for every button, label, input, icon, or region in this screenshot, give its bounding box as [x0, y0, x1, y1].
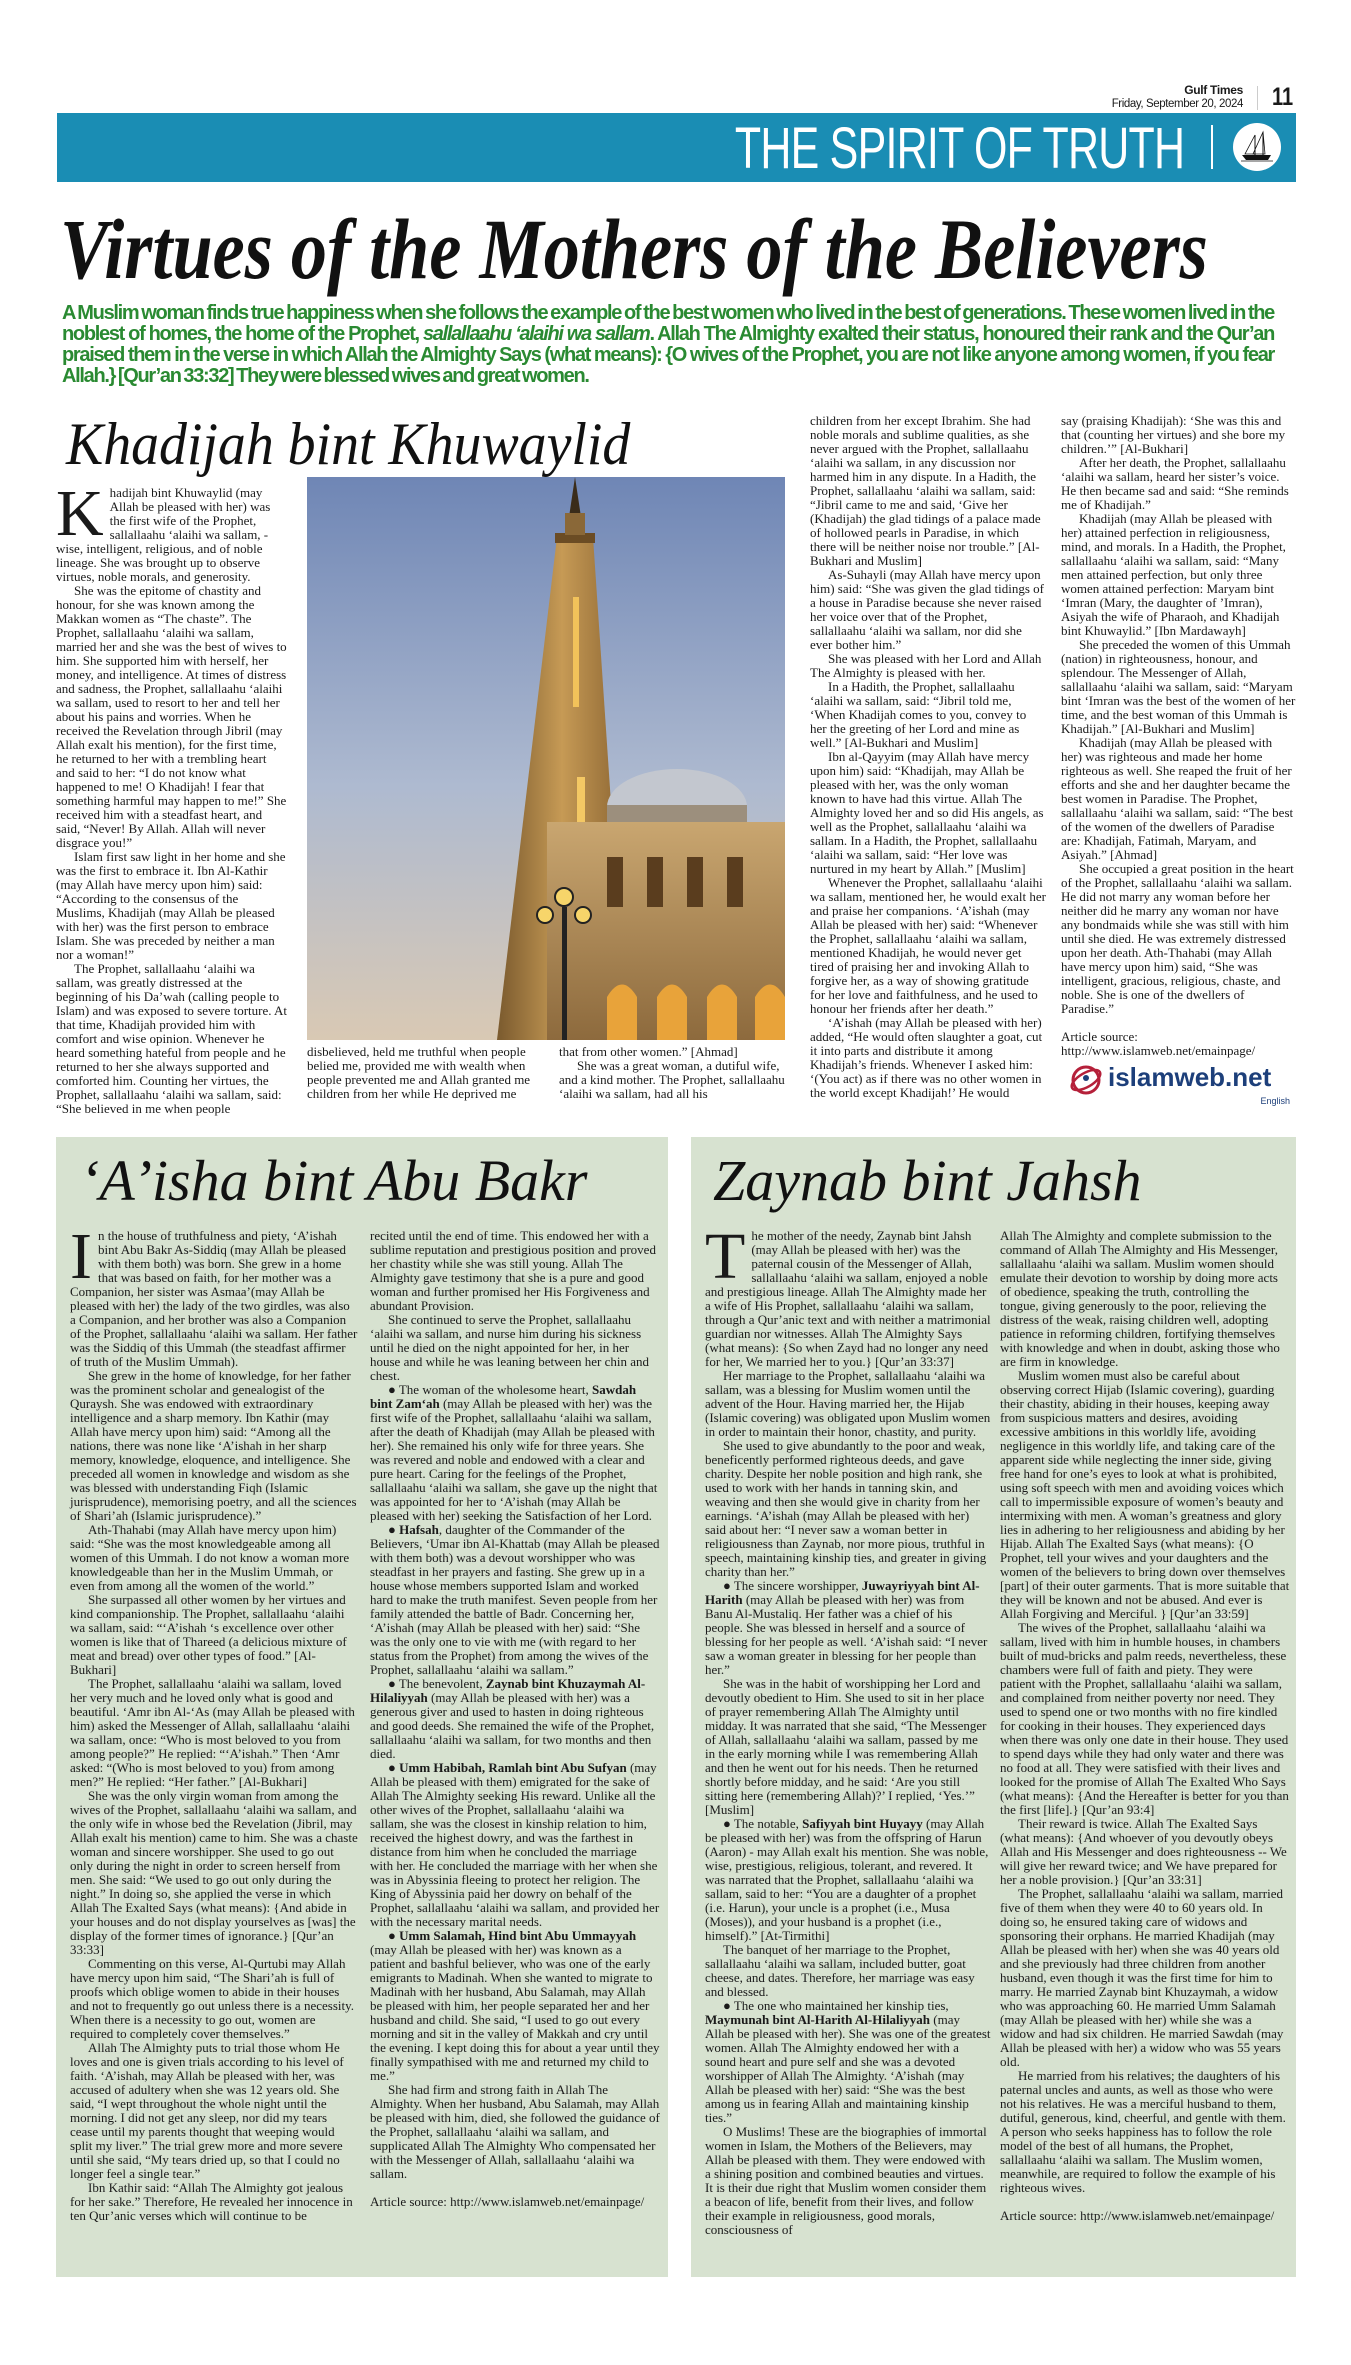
paragraph: [70, 1220, 358, 1369]
paragraph: [810, 876, 1046, 1016]
paragraph-text: Allah The Almighty and complete submission to the command of Allah The Almighty and His Messenger, sallallaahu ‘alaihi wa sallam. Muslim women should emulate their devotion to worship by doing more acts of obedience, speaking the truth, controlling the tongue, giving generously to the poor, relieving the distress of the weak, raising children well, adopting patience in reforming children, fortifying themselves with knowledge and when in doubt, asking those who are firm in knowledge.: [1000, 1228, 1280, 1369]
paragraph: [1000, 1621, 1290, 1817]
article-source: Article source: http://www.islamweb.net/emainpage/: [1061, 1029, 1256, 1058]
paragraph-text: ●: [388, 1928, 400, 1943]
standfirst-text-cont: . Allah The Almighty exalted their status, honoured their rank and the Qur’an praised them in the verse in which Allah the Almighty Says (what means): {O wives of the Prophet, you are not like anyone among women, if you fear Allah.} [Qur’an 33:32] They were blessed wives and great women.: [62, 323, 1274, 387]
paragraph-text: The Prophet, sallallaahu ‘alaihi wa sallam, married five of them when they were 40 to 60 years old. In doing so, he ensured taking care of widows and sponsoring their orphans. He married Khadijah (may Allah be pleased with her) when she was 40 years old and she previously had three children from another husband, even though it was the first time for him to marry. He married Zaynab bint Khuzaymah, a widow who was approaching 60. He married Umm Salamah (may Allah be pleased with her) while she was a widow and had six children. He married Sawdah (may Allah be pleased with her) a widow who was 55 years old.: [1000, 1886, 1284, 2069]
paragraph-text: As-Suhayli (may Allah have mercy upon him) said: “She was given the glad tidings of a house in Paradise because she never raised her voice over that of the Prophet, sallallaahu ‘alaihi wa sallam, nor did she ever bother him.”: [810, 567, 1044, 652]
drop-cap: T: [705, 1220, 746, 1293]
paragraph-text: Ath-Thahabi (may Allah have mercy upon him) said: “She was the most knowledgeable among all women of this Ummah. I do not know a woman more knowledgeable than her in the Muslim Ummah, or even from among all the women of the world.”: [70, 1522, 350, 1593]
paragraph: [810, 680, 1046, 750]
paragraph: [370, 1929, 660, 2083]
paragraph: [56, 962, 288, 1116]
khadijah-column-3: [810, 413, 1046, 1100]
paragraph-text: She surpassed all other women by her virtues and kind companionship. The Prophet, sallallaahu ‘alaihi wa sallam, said: “‘A’ishah ‘s excellence over other women is like that of Thareed (a delicious mixture of meat and bread) over other types of food.” [Al-Bukhari]: [70, 1592, 347, 1677]
paragraph: [810, 652, 1046, 680]
paragraph-text: The Prophet, sallallaahu ‘alaihi wa sallam, was greatly distressed at the beginning of his Da’wah (calling people to Islam) and was exposed to severe torture. At that time, Khadijah provided him with comfort and wise opinion. Whenever he heard something hateful from people and he returned to her she always supported and comforted him. Counting her virtues, the Prophet, sallallaahu ‘alaihi wa sallam, said: “She believed in me when people: [56, 961, 288, 1116]
paragraph: [70, 1957, 358, 2041]
khadijah-column-1: [56, 477, 288, 1116]
paragraph: [370, 1761, 660, 1929]
paragraph: [370, 1523, 660, 1677]
paragraph-text: (may Allah be pleased with her). She was one of the greatest women. Allah The Almighty endowed her with a sound heart and pure self and she was a devoted worshipper of Allah The Almighty. ‘A’ishah (may Allah be pleased with her) said: “She was the best among us in fearing Allah and maintaining kinship ties.”: [705, 2012, 991, 2125]
paragraph-text: The wives of the Prophet, sallallaahu ‘alaihi wa sallam, lived with him in humble houses, in chambers built of mud-bricks and palm reeds, nevertheless, these chambers were full of faith and piety. They were patient with the Prophet, sallallaahu ‘alaihi wa sallam, and complained from neither poverty nor need. They used to spend one or two months with no fire kindled for cooking in their houses. They experienced days when there was only one date in their house. They used to spend days while they had only water and there was no food at all. They were satisfied with their lives and looked for the promise of Allah The Exalted Who Says (what means): {And the Hereafter is better for you than the first [life].} [Qur’an 93:4]: [1000, 1620, 1289, 1817]
zaynab-column-2: [1000, 1229, 1290, 2259]
article-source: Article source: http://www.islamweb.net/emainpage/: [1000, 2208, 1275, 2223]
paragraph: [70, 2041, 358, 2181]
paragraph-text: that from other women.” [Ahmad]: [559, 1044, 738, 1059]
wife-name: Juwayriyyah bint Al-Harith: [705, 1578, 980, 1607]
paragraph-text: She had firm and strong faith in Allah The Almighty. When her husband, Abu Salamah, may Allah be pleased with him, died, she followed the guidance of the Prophet, sallallaahu ‘alaihi wa sallam, and supplicated Allah The Almighty Who compensated her with the Messenger of Allah, sallallaahu ‘alaihi wa sallam.: [370, 2082, 660, 2181]
page-headline: Virtues of the Mothers of the Believers: [60, 201, 1208, 297]
paragraph-text: The Prophet, sallallaahu ‘alaihi wa sallam, loved her very much and he loved only what is good and beautiful. ‘Amr ibn Al-‘As (may Allah be pleased with him) asked the Messenger of Allah, sallallaahu ‘alaihi wa sallam, once: “Who is most beloved to you from among people?” He replied: “‘A’ishah.” Then ‘Amr asked: “(Who is most beloved to you) from among men?” He replied: “Her father.” [Al-Bukhari]: [70, 1676, 355, 1789]
paragraph-text: Commenting on this verse, Al-Qurtubi may Allah have mercy upon him said, “The Shari’ah is full of proofs which oblige women to abide in their houses and not to frequently go out unless there is a necessity. When there is a necessity to go out, women are required to completely cover themselves.”: [70, 1956, 355, 2041]
wife-name: Zaynab bint Khuzaymah Al-Hilaliyyah: [370, 1676, 646, 1705]
paragraph: [70, 1523, 358, 1593]
paragraph-text: She used to give abundantly to the poor and weak, beneficently performed righteous deeds, and gave charity. Despite her noble position and high rank, she used to work with her hands in tanning skin, and weaving and then she would give in charity from her earnings. ‘A’ishah (may Allah be pleased with her) said about her: “I never saw a woman better in religiousness than Zaynab, nor more pious, truthful in speech, maintaining kinship ties, and greater in giving charity than her.”: [705, 1438, 987, 1579]
paragraph-text: (may Allah be pleased with them) emigrated for the sake of Allah The Almighty seeking His reward. Unlike all the other wives of the Prophet, sallallaahu ‘alaihi wa sallam, she was the closest in kinship relation to him, received the highest dowry, and was the farthest in distance from him when he concluded the marriage with her. He concluded the marriage with her when she was in Abyssinia fleeing to protect her religion. The King of Abyssinia paid her dowry on behalf of the Prophet, sallallaahu ‘alaihi wa sallam, and provided her with the necessary marital needs.: [370, 1760, 660, 1929]
paragraph: [810, 1016, 1046, 1100]
paragraph: [56, 850, 288, 962]
paragraph-text: ● The benevolent,: [388, 1676, 486, 1691]
paragraph: [705, 1943, 991, 1999]
aisha-column-2: [370, 1229, 660, 2259]
paragraph-text: recited until the end of time. This endowed her with a sublime reputation and prestigious position and proved her chastity while she was still young. Allah The Almighty gave testimony that she is a pure and good woman and further promised her His Forgiveness and abundant Provision.: [370, 1228, 656, 1313]
khadijah-column-2b: [559, 1045, 785, 1103]
paragraph-text: , daughter of the Commander of the Believers, ‘Umar ibn Al-Khattab (may Allah be pleased with them both) was a devout worshipper who was steadfast in her prayers and fasting. She grew up in a house whose members supported Islam and worked hard to make the truth manifest. Seven people from her family attended the battle of Badr. Concerning her, ‘A’ishah (may Allah be pleased with her) said: “She was the only one to vie with me (with regard to her status from the Prophet) from among the wives of the Prophet, sallallaahu ‘alaihi wa sallam.”: [370, 1522, 660, 1677]
paragraph-text: The banquet of her marriage to the Prophet, sallallaahu ‘alaihi wa sallam, included butter, goat cheese, and dates. Therefore, her marriage was easy and blessed.: [705, 1942, 975, 1999]
paragraph-text: ‘A’ishah (may Allah be pleased with her) added, “He would often slaughter a goat, cut it into parts and distribute it among Khadijah’s friends. Whenever I asked him: ‘(You act) as if there was no other women in the world except Khadijah!’ He would: [810, 1015, 1043, 1100]
paragraph-text: (may Allah be pleased with her) was known as a patient and bashful believer, who was one of the early emigrants to Madinah. When she wanted to migrate to Madinah with her husband, Abu Salamah, may Allah be pleased with him, her people separated her and her husband and child. She said, “I used to go out every morning and sit in the valley of Makkah and cry until the evening. I kept doing this for about a year until they finally sympathised with me and returned my child to me.”: [370, 1942, 660, 2083]
paragraph: [705, 1817, 991, 1943]
paragraph: [1061, 414, 1296, 456]
paragraph-text: children from her except Ibrahim. She had noble morals and sublime qualities, as she never argued with the Prophet, sallallaahu ‘alaihi wa sallam, in any discussion nor harmed him in any dispute. In a Hadith, the Prophet, sallallaahu ‘alaihi wa sallam, said: “Jibril came to me and said, ‘Give her (Khadijah) the glad tidings of a palace made of hollowed pearls in Paradise, in which there will be neither noise nor trouble.” [Al-Bukhari and Muslim]: [810, 413, 1041, 568]
islamweb-logo: [1068, 1058, 1293, 1108]
paragraph: [56, 584, 288, 850]
paragraph: [1000, 1369, 1290, 1621]
paragraph-text: (may Allah be pleased with her) was the first wife of the Prophet, sallallaahu ‘alaihi wa sallam, after the death of Khadijah (may Allah be pleased with her). She remained his only wife for three years. She was revered and noble and endowed with a clear and pure heart. Caring for the feelings of the Prophet, sallallaahu ‘alaihi wa sallam, she gave up the night that was appointed for her to ‘A’ishah (may Allah be pleased with her) seeking the Satisfaction of her Lord.: [370, 1396, 658, 1523]
banner-divider: [1211, 125, 1213, 169]
paragraph: [370, 1383, 660, 1523]
paragraph-text: She preceded the women of this Ummah (nation) in righteousness, honour, and splendour. The Messenger of Allah, sallallaahu ‘alaihi wa sallam, said: “Maryam bint ‘Imran was the best of the women of her time, and the best woman of this Ummah is Khadijah.” [Al-Bukhari and Muslim]: [1061, 637, 1296, 736]
paragraph: [56, 477, 288, 584]
paragraph: [70, 1369, 358, 1523]
khadijah-column-4: [1061, 413, 1296, 1058]
article-source: Article source: http://www.islamweb.net/emainpage/: [370, 2194, 645, 2209]
paragraph-text: She was the epitome of chastity and honour, for she was known among the Makkan women as “The chaste”. The Prophet, sallallaahu ‘alaihi wa sallam, married her and she was the best of wives to him. She supported him with herself, her money, and intelligence. At times of distress and sadness, the Prophet, sallallaahu ‘alaihi wa sallam, used to resort to her and tell her about his pains and worries. When he received the Revelation through Jibril (may Allah exalt his mention), for the first time, he returned to her with a trembling heart and said to her: “I do not know what happened to me! O Khadijah! I fear that something harmful may happen to me!” She received him with a steadfast heart, and said, “Never! By Allah. Allah will never disgrace you!”: [56, 583, 287, 850]
paragraph: [1000, 2069, 1290, 2195]
article-heading-zaynab: Zaynab bint Jahsh: [713, 1148, 1142, 1213]
zaynab-column-1: [705, 1220, 991, 2259]
paragraph-text: Her marriage to the Prophet, sallallaahu ‘alaihi wa sallam, was a blessing for Muslim women until the advent of the Hour. Having married her, the Hijab (Islamic covering) was obligated upon Muslim women in order to maintain their honor, chastity, and purity.: [705, 1368, 991, 1439]
paragraph-text: She continued to serve the Prophet, sallallaahu ‘alaihi wa sallam, and nurse him during his sickness until he died on the night appointed for her, in her house and while he was leaning between her chin and chest.: [370, 1312, 650, 1383]
paragraph: [1061, 862, 1296, 1016]
wife-name: Sawdah bint Zam‘ah: [370, 1382, 637, 1411]
paragraph-text: ● The woman of the wholesome heart,: [388, 1382, 593, 1397]
drop-cap: K: [56, 477, 104, 550]
paragraph: [705, 2125, 991, 2237]
mosque-photo: [307, 477, 785, 1040]
newspaper-name: Gulf Times: [1184, 83, 1243, 97]
paragraph: [1061, 512, 1296, 638]
paragraph-text: She occupied a great position in the heart of the Prophet, sallallaahu ‘alaihi wa sallam. He did not marry any woman before her neither did he marry any woman nor have any bondmaids while she was still with him until she died. He was extremely distressed upon her death. Ath-Thahabi (may Allah have mercy upon him) said, “She was intelligent, gracious, religious, chaste, and noble. She is one of the dwellers of Paradise.”: [1061, 861, 1294, 1016]
paragraph-text: Ibn Kathir said: “Allah The Almighty got jealous for her sake.” Therefore, He revealed her innocence in ten Qur’anic verses which will continue to be: [70, 2180, 353, 2223]
paragraph-text: (may Allah be pleased with her) was from Banu Al-Mustaliq. Her father was a chief of his people. She was blessed in herself and a source of blessing for her people as well. ‘A’ishah said: “I never saw a woman greater in blessing for her people than her.”: [705, 1592, 988, 1677]
standfirst: [62, 303, 1274, 387]
paragraph-text: Ibn al-Qayyim (may Allah have mercy upon him) said: “Khadijah, may Allah be pleased with her, was the only woman known to have had this virtue. Allah The Almighty loved her and so did His angels, as well as the Prophet, sallallaahu ‘alaihi wa sallam. In a Hadith, the Prophet, sallallaahu ‘alaihi wa sallam, said: “Her love was nurtured in my heart by Allah.” [Muslim]: [810, 749, 1044, 876]
article-heading-aisha: ‘A’isha bint Abu Bakr: [80, 1148, 588, 1213]
paragraph-text: (may Allah be pleased with her) was from the offspring of Harun (Aaron) - may Allah exalt his mention. She was noble, wise, prestigious, religious, tolerant, and revered. It was narrated that the Prophet, sallallaahu ‘alaihi wa sallam, said to her: “You are a daughter of a prophet (i.e. Harun), your uncle is a prophet (i.e., Musa (Moses)), and your husband is a prophet (i.e., himself).” [At-Tirmithi]: [705, 1816, 989, 1943]
paragraph-text: ●: [388, 1760, 400, 1775]
aisha-column-1: [70, 1220, 358, 2259]
paragraph: [705, 1220, 991, 1369]
wife-name: Umm Habibah, Ramlah bint Abu Sufyan: [399, 1760, 627, 1775]
drop-cap: I: [70, 1220, 92, 1293]
logo-wordmark: islamweb.net: [1108, 1062, 1272, 1092]
paragraph-text: Muslim women must also be careful about observing correct Hijab (Islamic covering), guarding their chastity, abiding in their houses, keeping away from suspicious matters and desires, avoiding excessive ambitions in this worldly life, avoiding negligence in this worldly life, and taking care of the apparent side while neglecting the inner side, giving free hand for one’s eyes to look at what is prohibited, using soft speech with men and avoiding voices which call to impermissible exposure of women’s beauty and intermixing with men. A woman’s greatness and glory lies in adhering to her religiousness and abiding by her Hijab. Allah The Exalted Says (what means): {O Prophet, tell your wives and your daughters and the women of the believers to bring down over themselves [part] of their outer garments. That is more suitable that they will be known and not be abused. And ever is Allah Forgiving and Merciful. } [Qur’an 33:59]: [1000, 1368, 1290, 1621]
standfirst-honorific: sallallaahu ‘alaihi wa sallam: [422, 323, 650, 345]
paragraph-text: Their reward is twice. Allah The Exalted Says (what means): {And whoever of you devoutly obeys Allah and His Messenger and does righteousness -- We will give her reward twice; and We have prepared for her a noble provision.} [Qur’an 33:31]: [1000, 1816, 1287, 1887]
paragraph: [370, 2083, 660, 2181]
paragraph: [307, 1045, 543, 1101]
paragraph: [1061, 456, 1296, 512]
paragraph: [1061, 736, 1296, 862]
paragraph: [705, 1439, 991, 1579]
paragraph: [70, 1677, 358, 1789]
paragraph-text: He married from his relatives; the daughters of his paternal uncles and aunts, as well as those who were not his relatives. He was a merciful husband to them, dutiful, generous, kind, cheerful, and gentle with them. A person who seeks happiness has to follow the role model of the best of all humans, the Prophet, sallallaahu ‘alaihi wa sallam. The Muslim women, meanwhile, are required to follow the example of his righteous wives.: [1000, 2068, 1286, 2195]
paragraph: [810, 414, 1046, 568]
paragraph: [1000, 1887, 1290, 2069]
paragraph-text: Khadijah (may Allah be pleased with her) was righteous and made her home righteous as well. She reaped the fruit of her efforts and she and her daughter became the best women in Paradise. The Prophet, sallallaahu ‘alaihi wa sallam, said: “The best of the women of the dwellers of Paradise are: Khadijah, Fatimah, Maryam, and Asiyah.” [Ahmad]: [1061, 735, 1294, 862]
dhow-boat-icon: [1233, 123, 1281, 171]
paragraph-text: She grew in the home of knowledge, for her father was the prominent scholar and genealogist of the Quraysh. She was endowed with extraordinary intelligence and a sharp memory. Ibn Kathir (may Allah have mercy upon him) said: “Among all the nations, there was none like ‘A’ishah in her sharp memory, knowledge, eloquence, and intelligence. She preceded all women in knowledge and wisdom as she was blessed with understanding Fiqh (Islamic jurisprudence), memorising poetry, and all the sciences of Shari’ah (Islamic jurisprudence).”: [70, 1368, 357, 1523]
paragraph: [705, 1999, 991, 2125]
paragraph-text: Khadijah (may Allah be pleased with her) attained perfection in religiousness, mind, and morals. In a Hadith, the Prophet, sallallaahu ‘alaihi wa sallam, said: “Many men attained perfection, but only three women attained perfection: Maryam bint ‘Imran (Mary, the daughter of ’Imran), Asiyah the wife of Pharaoh, and Khadijah bint Khuwaylid.” [Ibn Mardawayh]: [1061, 511, 1286, 638]
paragraph-text: O Muslims! These are the biographies of immortal women in Islam, the Mothers of the Believers, may Allah be pleased with them. They were endowed with a shining position and combined beauties and virtues. It is their due right that Muslim women consider them a beacon of life, benefit from their lives, and follow their example in religiousness, good morals, consciousness of: [705, 2124, 987, 2237]
paragraph-text: In a Hadith, the Prophet, sallallaahu ‘alaihi wa sallam, said: “Jibril told me, ‘When Khadijah comes to you, convey to her the greeting of her Lord and mine as well.” [Al-Bukhari and Muslim]: [810, 679, 1027, 750]
wife-name: Hafsah: [399, 1522, 439, 1537]
paragraph: [70, 1789, 358, 1957]
aisha-panel: [56, 1137, 668, 2277]
paragraph-text: ● The notable,: [723, 1816, 803, 1831]
zaynab-panel: [691, 1137, 1296, 2277]
paragraph-text: say (praising Khadijah): ‘She was this and that (counting her virtues) and she bore my children.’” [Al-Bukhari]: [1061, 413, 1286, 456]
paragraph: [1000, 1817, 1290, 1887]
khadijah-column-2a: [307, 1045, 543, 1103]
paragraph: [559, 1045, 785, 1059]
wife-name: Safiyyah bint Huyayy: [802, 1816, 923, 1831]
paragraph: [705, 1369, 991, 1439]
paragraph: [559, 1059, 785, 1101]
paragraph: [705, 1579, 991, 1677]
masthead-divider: [1257, 86, 1258, 110]
wife-name: Maymunah bint Al-Harith Al-Hilaliyyah: [705, 2012, 931, 2027]
paragraph: [370, 1313, 660, 1383]
paragraph-text: (may Allah be pleased with her) was a generous giver and used to hasten in doing righteous and good deeds. She remained the wife of the Prophet, sallallaahu ‘alaihi wa sallam, for two months and then died.: [370, 1690, 655, 1761]
paragraph: [70, 1593, 358, 1677]
paragraph-text: disbelieved, held me truthful when people belied me, provided me with wealth when people prevented me and Allah granted me children from her while He deprived me: [307, 1044, 531, 1101]
paragraph: [370, 1229, 660, 1313]
paragraph-text: She was in the habit of worshipping her Lord and devoutly obedient to Him. She used to sit in her place of prayer remembering Allah The Almighty until midday. It was narrated that she said, “The Messenger of Allah, sallallaahu ‘alaihi wa sallam, passed by me in the early morning while I was remembering Allah and then he went out for his needs. Then he returned shortly before midday, and he said: ‘Are you still sitting here (remembering Allah)?’ I replied, ‘Yes.’” [Muslim]: [705, 1676, 987, 1817]
paragraph-text: hadijah bint Khuwaylid (may Allah be pleased with her) was the first wife of the Prophet, sallallaahu ‘alaihi wa sallam, - wise, intelligent, religious, and of noble lineage. She was brought up to observe virtues, noble morals, and generosity.: [56, 485, 271, 584]
logo-subtitle: English: [1260, 1096, 1290, 1106]
paragraph-text: n the house of truthfulness and piety, ‘A’ishah bint Abu Bakr As-Siddiq (may Allah be pleased with them both) was born. She grew in a home that was based on faith, for her mother was a Companion, her sister was Asmaa’(may Allah be pleased with her) the lady of the two girdles, was also a Companion, and her brother was also a Companion of the Prophet, sallallaahu ‘alaihi wa sallam. Her father was the Siddiq of this Ummah (the steadfast affirmer of truth of the Muslim Ummah).: [70, 1228, 358, 1369]
paragraph: [705, 1677, 991, 1817]
page-number: 11: [1272, 83, 1294, 111]
paragraph-text: Islam first saw light in her home and she was the first to embrace it. Ibn Al-Kathir (may Allah have mercy upon him) said: “According to the consensus of the Muslims, Khadijah (may Allah be pleased with her) was the first person to embrace Islam. She was preceded by neither a man nor a woman!”: [56, 849, 286, 962]
paragraph-text: ● The one who maintained her kinship ties,: [723, 1998, 949, 2013]
article-heading-khadijah: Khadijah bint Khuwaylid: [66, 411, 631, 477]
paragraph-text: After her death, the Prophet, sallallaahu ‘alaihi wa sallam, heard her sister’s voice. He then became sad and said: “She reminds me of Khadijah.”: [1061, 455, 1289, 512]
paragraph-text: ●: [388, 1522, 400, 1537]
paragraph-text: he mother of the needy, Zaynab bint Jahsh (may Allah be pleased with her) was the paternal cousin of the Messenger of Allah, sallallaahu ‘alaihi wa sallam, enjoyed a noble and prestigious lineage. Allah The Almighty made her a wife of His Prophet, sallallaahu ‘alaihi wa sallam, through a Qur’anic text and with neither a matrimonial guardian nor witnesses. Allah The Almighty Says (what means): {So when Zayd had no longer any need for her, We married her to you.} [Qur’an 33:37]: [705, 1228, 991, 1369]
section-title: THE SPIRIT OF TRUTH: [734, 116, 1184, 181]
paragraph: [810, 750, 1046, 876]
standfirst-text: A Muslim woman finds true happiness when she follows the example of the best women who lived in the best of generations. These women lived in the noblest of homes, the home of the Prophet,: [62, 302, 1274, 345]
paragraph: [1000, 1229, 1290, 1369]
publication-date: Friday, September 20, 2024: [1111, 98, 1243, 110]
paragraph: [1061, 638, 1296, 736]
paragraph-text: Allah The Almighty puts to trial those whom He loves and one is given trials according to his level of faith. ‘A’ishah, may Allah be pleased with her, was accused of adultery when she was 12 years old. She said, “I wept throughout the whole night until the morning. I did not get any sleep, nor did my tears cease until my parents thought that weeping would split my liver.” The trial grew more and more severe until she said, “My tears dried up, so that I could no longer feel a single tear.”: [70, 2040, 344, 2181]
paragraph: [70, 2181, 358, 2223]
paragraph: [370, 1677, 660, 1761]
paragraph-text: She was a great woman, a dutiful wife, and a kind mother. The Prophet, sallallaahu ‘alaihi wa sallam, had all his: [559, 1058, 785, 1101]
paragraph-text: ● The sincere worshipper,: [723, 1578, 862, 1593]
paragraph-text: Whenever the Prophet, sallallaahu ‘alaihi wa sallam, mentioned her, he would exalt her and praise her companions. ‘A’ishah (may Allah be pleased with her) said: “Whenever the Prophet, sallallaahu ‘alaihi wa sallam, mentioned Khadijah, he would never get tired of praising her and invoking Allah to forgive her, as a way of showing gratitude for her love and faithfulness, and he used to honour her friends after her death.”: [810, 875, 1046, 1016]
wife-name: Umm Salamah, Hind bint Abu Ummayyah: [399, 1928, 637, 1943]
paragraph: [810, 568, 1046, 652]
paragraph-text: She was pleased with her Lord and Allah The Almighty is pleased with her.: [810, 651, 1042, 680]
paragraph-text: She was the only virgin woman from among the wives of the Prophet, sallallaahu ‘alaihi wa sallam, and the only wife in whose bed the Revelation (Jibril, may Allah exalt his mention) came to him. She was a chaste woman and sincere worshipper. She used to go out only during the night in order to screen herself from men. She said: “We used to go out only during the night.” In doing so, she applied the verse in which Allah The Exalted Says (what means): {And abide in your houses and do not display yourselves as [was] the display of the former times of ignorance.} [Qur’an 33:33]: [70, 1788, 358, 1957]
section-banner: [57, 113, 1296, 182]
